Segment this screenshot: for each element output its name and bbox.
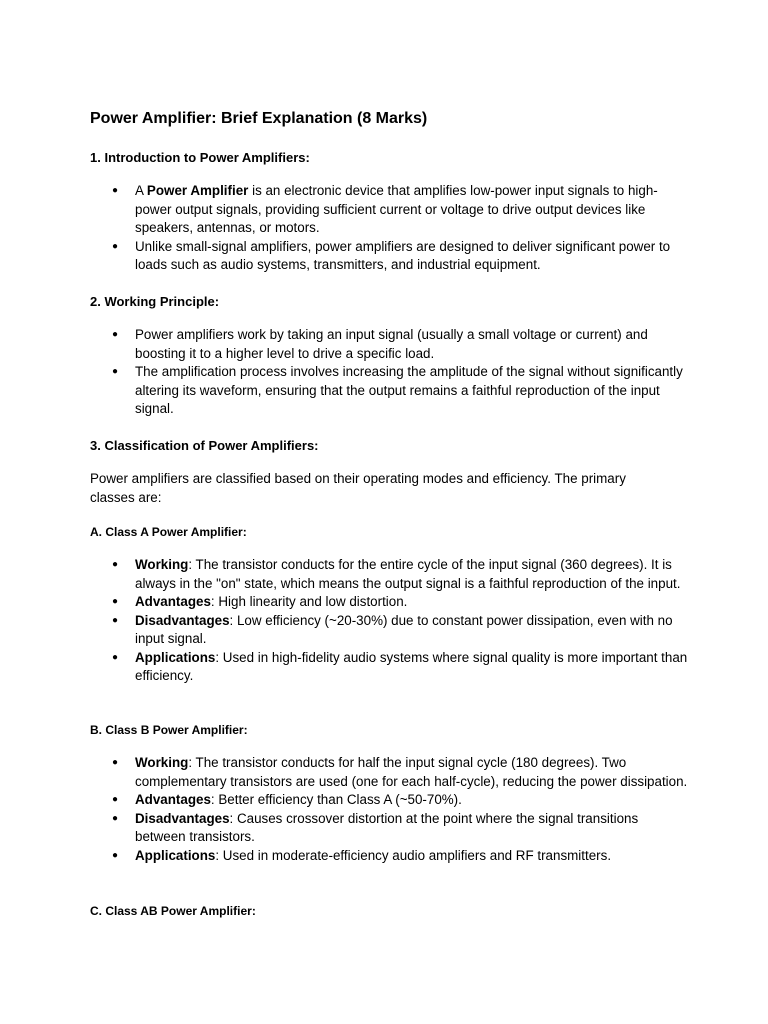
bullet-bold-term: Power Amplifier [146, 183, 249, 198]
bullet-text: The amplification process involves increasing the amplitude of the signal without significantly altering its waveform, ensuring that the output remains a faithful reproduction of the input signal. [135, 364, 683, 416]
list-item [90, 363, 690, 419]
bullet-label: Disadvantages [135, 810, 230, 826]
class-ab-heading: C. Class AB Power Amplifier: [90, 904, 256, 918]
bullet-text: : The transistor conducts for half the input signal cycle (180 degrees). Two complementary transistors are used (one for each half-cycle), reducing the power dissipation. [135, 755, 688, 789]
introduction-bullet-list [90, 182, 690, 275]
section-heading-classification: 3. Classification of Power Amplifiers: [90, 438, 319, 453]
bullet-label: Applications [135, 649, 216, 665]
section-heading-working-principle: 2. Working Principle: [90, 294, 220, 309]
list-item [90, 754, 690, 791]
list-item [90, 649, 690, 686]
bullet-text: : The transistor conducts for the entire cycle of the input signal (360 degrees). It is always in the "on" state, which means the output signal is a faithful reproduction of the input. [135, 557, 681, 591]
class-a-bullet-list [90, 556, 690, 686]
working-principle-bullet-list [90, 326, 690, 419]
bullet-text: : Causes crossover distortion at the point where the signal transitions between transistors. [135, 810, 639, 844]
bullet-text: : High linearity and low distortion. [210, 594, 408, 609]
bullet-label: Disadvantages [135, 612, 230, 628]
bullet-label: Advantages [135, 594, 211, 609]
bullet-text: is an electronic device that amplifies low-power input signals to high-power output signals, providing sufficient current or voltage to drive output devices like speakers, antennas, or motors. [135, 183, 658, 235]
bullet-label: Applications [135, 847, 216, 863]
section-heading-introduction: 1. Introduction to Power Amplifiers: [90, 150, 310, 165]
list-item [90, 612, 690, 649]
bullet-label: Working [135, 755, 189, 770]
class-b-heading: B. Class B Power Amplifier: [90, 723, 248, 737]
class-b-bullet-list [90, 754, 690, 865]
bullet-text: : Better efficiency than Class A (~50-70%). [210, 792, 462, 807]
list-item [90, 810, 690, 847]
classification-intro: Power amplifiers are classified based on their operating modes and efficiency. The primary classes are: [90, 471, 626, 505]
list-item [90, 556, 690, 593]
list-item [90, 182, 690, 238]
list-item [90, 238, 690, 275]
bullet-text: : Used in high-fidelity audio systems where signal quality is more important than efficiency. [135, 649, 688, 683]
list-item [90, 847, 690, 866]
bullet-text: Power amplifiers work by taking an input signal (usually a small voltage or current) and boosting it to a higher level to drive a specific load. [135, 327, 648, 361]
list-item [90, 326, 690, 363]
bullet-prefix: A [135, 183, 147, 198]
bullet-label: Working [135, 557, 189, 572]
bullet-label: Advantages [135, 792, 211, 807]
bullet-text: : Used in moderate-efficiency audio amplifiers and RF transmitters. [215, 847, 612, 863]
bullet-text: Unlike small-signal amplifiers, power amplifiers are designed to deliver significant power to loads such as audio systems, transmitters, and industrial equipment. [135, 238, 671, 272]
list-item [90, 593, 690, 612]
class-a-heading: A. Class A Power Amplifier: [90, 525, 247, 539]
document-title: Power Amplifier: Brief Explanation (8 Marks) [90, 110, 428, 127]
list-item [90, 791, 690, 810]
bullet-text: : Low efficiency (~20-30%) due to constant power dissipation, even with no input signal. [135, 612, 673, 646]
